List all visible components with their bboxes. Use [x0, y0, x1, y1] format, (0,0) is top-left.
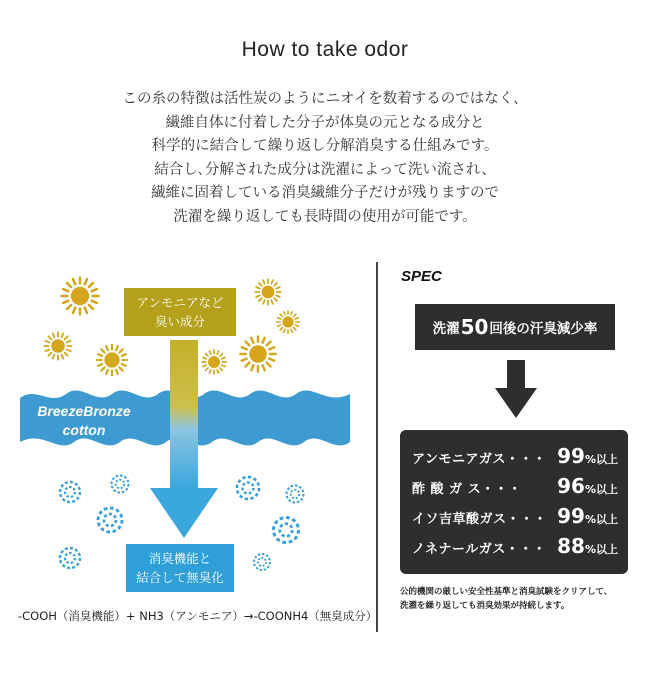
arrow-shaft	[170, 340, 198, 488]
spec-header-box	[415, 304, 615, 350]
intro-line: 繊維自体に付着した分子が体臭の元となる成分と	[165, 114, 485, 131]
reduction-unit: %以上	[584, 453, 618, 466]
reduction-unit: %以上	[584, 543, 618, 556]
odor-particle-icon	[202, 350, 226, 374]
spec-head-prefix: 洗濯	[432, 321, 460, 337]
neutral-particle-icon	[237, 477, 259, 499]
neutral-particle-icon	[60, 548, 80, 568]
spec-row	[412, 534, 618, 564]
intro-line: 洗濯を繰り返しても長時間の使用が可能です。	[173, 208, 477, 225]
section-divider	[376, 262, 378, 632]
spec-head-suffix: 回後の汗臭減少率	[489, 321, 598, 337]
down-arrow-icon	[495, 360, 537, 418]
intro-line: 繊維に固着している消臭繊維分子だけが残りますので	[151, 185, 499, 201]
odor-particle-icon	[277, 311, 299, 333]
reduction-value: 99	[557, 504, 585, 528]
spec-row	[412, 444, 618, 474]
neutral-particle-icon	[274, 518, 299, 543]
reduction-value: 88	[557, 534, 585, 558]
reduction-unit: %以上	[584, 513, 618, 526]
deodorize-result-label	[126, 544, 234, 592]
spec-note-line2: 洗濯を繰り返しても消臭効果が持続します。	[400, 601, 570, 611]
spec-row	[412, 504, 618, 534]
neutral-particle-icon	[287, 486, 304, 503]
odor-source-line2: 臭い成分	[154, 314, 205, 329]
spec-results-box	[400, 430, 628, 574]
spec-head-number: 50	[460, 315, 489, 339]
gas-name: イソ吉草酸ガス・・・	[412, 512, 548, 527]
spec-note-line1: 公的機関の厳しい安全性基準と消臭試験をクリアして、	[400, 587, 613, 597]
odor-source-line1: アンモニアなど	[136, 295, 224, 310]
neutral-particle-icon	[254, 554, 270, 570]
neutral-particle-icon	[98, 508, 122, 532]
reduction-value: 96	[557, 474, 585, 498]
odor-source-label	[124, 288, 236, 336]
arrow-head	[150, 488, 218, 538]
reduction-unit: %以上	[584, 483, 618, 496]
intro-text	[0, 88, 650, 229]
spec-title: SPEC	[401, 268, 442, 285]
intro-line: 科学的に結合して繰り返し分解消臭する仕組みです。	[151, 138, 499, 154]
spec-row	[412, 474, 618, 504]
deodorize-result-line1: 消臭機能と	[148, 551, 212, 566]
fabric-label-line1: BreezeBronze	[37, 403, 131, 419]
odor-particle-icon	[240, 336, 275, 371]
odor-particle-icon	[44, 332, 71, 359]
neutral-particle-icon	[112, 476, 129, 493]
gas-name: ノネナールガス・・・	[412, 542, 547, 557]
neutral-particle-icon	[60, 482, 80, 502]
spec-note	[400, 585, 640, 613]
odor-particle-icon	[97, 345, 127, 375]
intro-line: 結合し､分解された成分は洗濯によって洗い流され、	[154, 161, 496, 178]
gas-name: 酢 酸 ガ ス・・・	[412, 482, 522, 497]
deodorize-result-line2: 結合して無臭化	[136, 570, 224, 585]
odor-diagram	[0, 262, 378, 642]
fabric-label-line2: cotton	[62, 422, 106, 438]
odor-particle-icon	[62, 278, 99, 315]
gas-name: アンモニアガス・・・	[412, 452, 547, 467]
odor-particle-icon	[255, 279, 281, 305]
fabric-label	[20, 402, 148, 440]
intro-line: この糸の特徴は活性炭のようにニオイを数着するのではなく、	[122, 91, 528, 107]
reduction-value: 99	[557, 444, 585, 468]
page-title: How to take odor	[241, 38, 409, 61]
chemical-formula: -COOH（消臭機能）+ NH3（アンモニア）→-COONH4（無臭成分）	[18, 609, 378, 623]
